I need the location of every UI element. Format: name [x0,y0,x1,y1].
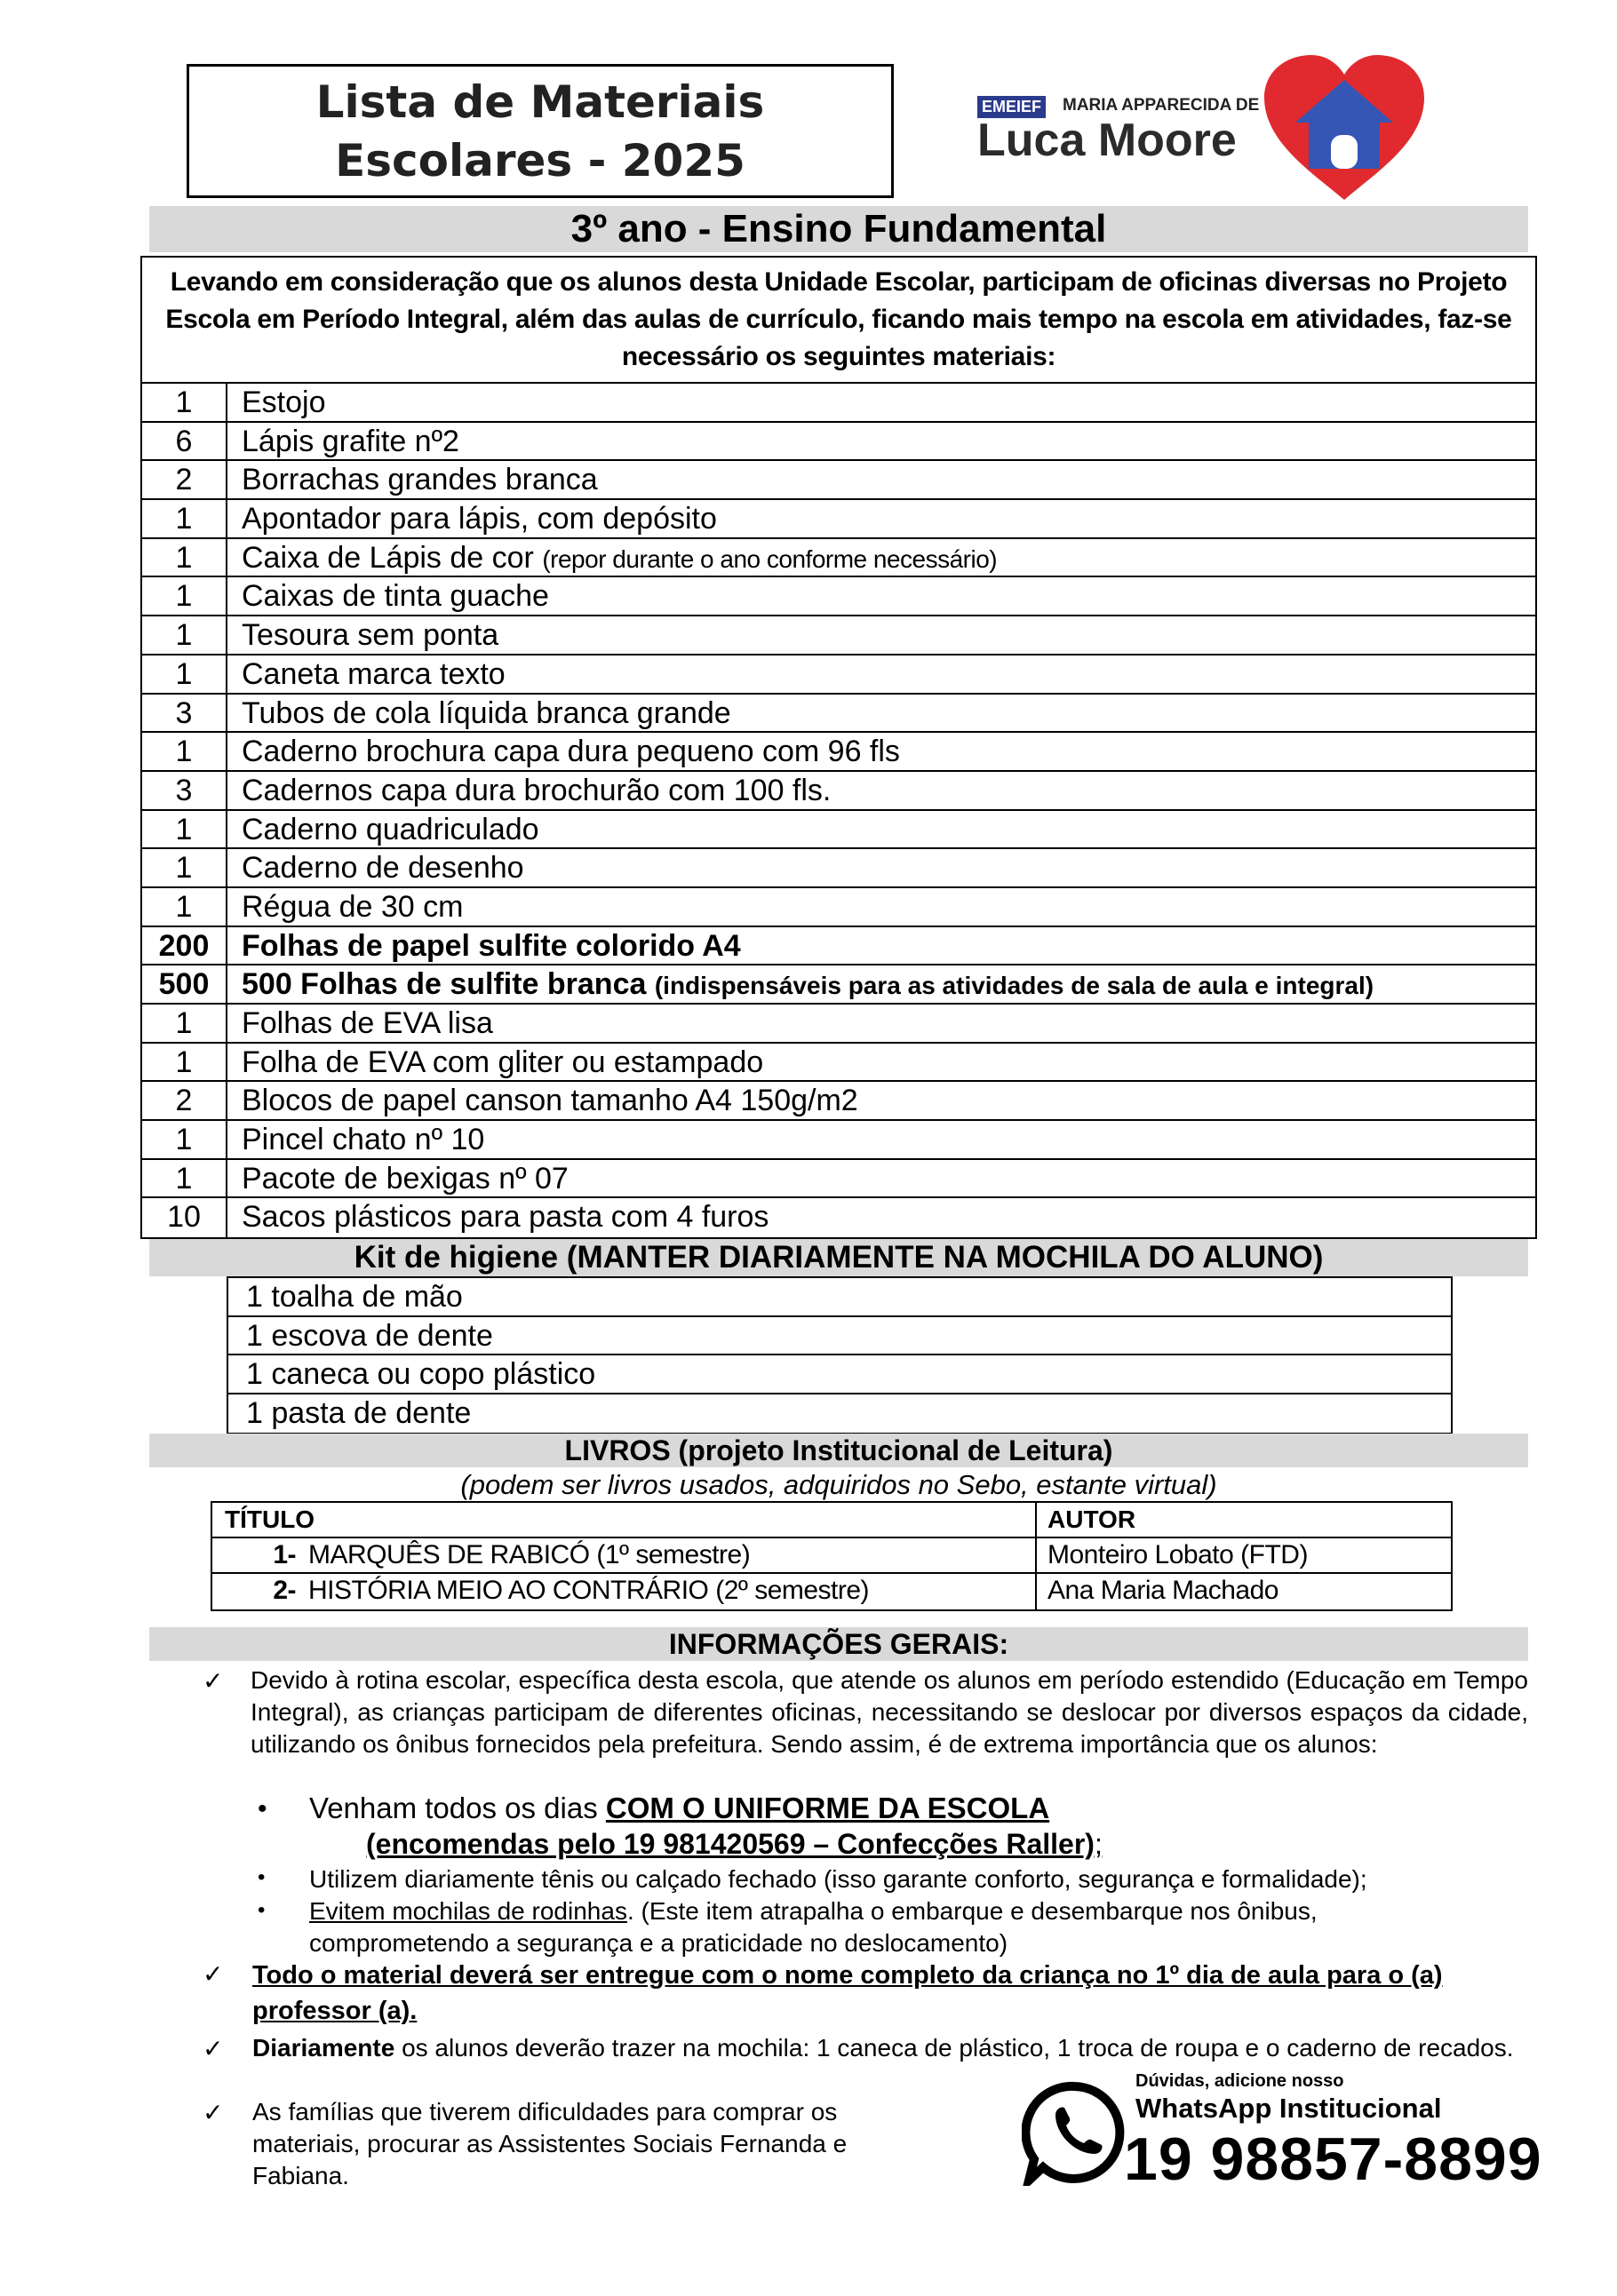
material-row [142,772,1535,811]
books-table [211,1501,1453,1611]
material-name: Borrachas grandes branca [242,463,598,497]
material-row [142,849,1535,888]
backpack-emphasis: Evitem mochilas de rodinhas [309,1897,627,1925]
page-title-line2: Escolares - 2025 [335,134,745,187]
material-name: Folhas de EVA lisa [242,1006,493,1040]
material-name: Caderno de desenho [242,851,524,886]
material-row [142,695,1535,734]
material-qty: 500 [142,965,227,1003]
material-qty: 200 [142,927,227,965]
book-author: Ana Maria Machado [1047,1576,1278,1605]
book-number: 2- [273,1576,296,1605]
uniform-text: Venham todos os dias [309,1792,606,1824]
info-paragraph-2: Todo o material deverá ser entregue com o nome completo da criança no 1º dia de aula para o (a) professor (a). [252,1961,1443,2025]
material-note: (repor durante o ano conforme necessário) [542,544,998,573]
checkmark-icon: ✓ [203,1960,224,1988]
material-qty: 1 [142,733,227,770]
material-row [142,500,1535,539]
material-name: Caixa de Lápis de cor [242,540,534,575]
books-subtitle: (podem ser livros usados, adquiridos no Sebo, estante virtual) [460,1469,1217,1500]
material-note: (indispensáveis para as atividades de sala de aula e integral) [654,972,1374,1000]
material-qty: 1 [142,384,227,421]
material-row [142,1082,1535,1121]
info-paragraph-3 [252,2032,1528,2064]
material-qty: 1 [142,1160,227,1197]
material-qty: 1 [142,811,227,848]
info-bullet-backpack [309,1895,1482,1959]
material-name: Folha de EVA com gliter ou estampado [242,1045,764,1079]
materials-table [140,256,1537,1239]
heart-house-icon [1260,53,1429,204]
uniform-order-end: ; [1094,1828,1103,1860]
material-qty: 10 [142,1198,227,1237]
books-header-row [212,1503,1451,1538]
material-qty: 3 [142,695,227,732]
material-row [142,1160,1535,1199]
material-qty: 1 [142,1121,227,1158]
material-row [142,733,1535,772]
info-heading: INFORMAÇÕES GERAIS: [149,1627,1528,1661]
material-qty: 1 [142,539,227,576]
info-bullet-uniform [309,1791,1049,1826]
daily-text: os alunos deverão trazer na mochila: 1 caneca de plástico, 1 troca de roupa e o caderno de recados. [394,2034,1514,2062]
material-name: Estojo [242,385,326,419]
checkmark-icon: ✓ [203,2035,224,2062]
material-name: Tesoura sem ponta [242,618,499,653]
book-number: 1- [273,1540,296,1569]
material-qty: 1 [142,616,227,654]
material-name: Caneta marca texto [242,656,506,691]
uniform-emphasis: COM O UNIFORME DA ESCOLA [605,1792,1050,1824]
book-row [212,1574,1451,1609]
material-qty: 1 [142,655,227,693]
whatsapp-icon [1022,2081,1127,2186]
hygiene-item: 1 toalha de mão [228,1278,1451,1317]
page-title-line1: Lista de Materiais [315,75,765,128]
material-row [142,811,1535,850]
bullet-icon: • [258,1865,266,1889]
school-logo [977,53,1439,204]
whatsapp-phone[interactable]: 19 98857-8899 [1124,2125,1542,2193]
material-row [142,1044,1535,1083]
material-name: Tubos de cola líquida branca grande [242,695,731,730]
backpack-text: . (Este item atrapalha o embarque e desembarque nos ônibus, comprometendo a segurança e a praticidade no deslocamento) [309,1897,1318,1957]
material-name-with-note [227,965,1374,1003]
material-qty: 1 [142,849,227,886]
material-qty: 1 [142,1005,227,1042]
book-title: HISTÓRIA MEIO AO CONTRÁRIO (2º semestre) [308,1576,870,1605]
material-name: Cadernos capa dura brochurão com 100 fls. [242,773,832,807]
material-name: Régua de 30 cm [242,889,464,924]
grade-heading: 3º ano - Ensino Fundamental [149,206,1528,252]
logo-tag: EMEIEF [977,96,1046,118]
material-row [142,1198,1535,1237]
material-row [142,539,1535,578]
info-bullet-shoes: Utilizem diariamente tênis ou calçado fechado (isso garante conforto, segurança e formalidade); [309,1865,1367,1893]
material-name: 500 Folhas de sulfite branca [242,967,647,1002]
hygiene-item: 1 escova de dente [228,1317,1451,1356]
material-row [142,1121,1535,1160]
material-qty: 1 [142,500,227,537]
books-col-author: AUTOR [1047,1506,1136,1533]
uniform-order-text: (encomendas pelo 19 981420569 – Confecções Raller) [366,1828,1095,1860]
material-name-with-note [227,539,997,576]
logo-name: Luca Moore [977,115,1237,166]
intro-text: Levando em consideração que os alunos desta Unidade Escolar, participam de oficinas diversas no Projeto Escola em Período Integral, além das aulas de currículo, ficando mais tempo na escola em atividades, faz-se necessário os seguintes materiais: [165,267,1512,371]
logo-school: MARIA APPARECIDA DE [1063,96,1260,115]
whatsapp-caption: Dúvidas, adicione nosso [1135,2071,1344,2091]
material-row [142,423,1535,462]
material-qty: 1 [142,1044,227,1081]
material-row [142,1005,1535,1044]
material-name: Pincel chato nº 10 [242,1123,485,1157]
material-name: Caderno brochura capa dura pequeno com 96 fls [242,735,900,769]
checkmark-icon: ✓ [203,2099,224,2126]
daily-emphasis: Diariamente [252,2034,395,2062]
material-name: Caderno quadriculado [242,812,539,846]
book-title-cell [212,1574,1037,1609]
intro-paragraph [142,258,1535,384]
material-row [142,927,1535,966]
material-name: Pacote de bexigas nº 07 [242,1161,569,1196]
books-heading: LIVROS (projeto Institucional de Leitura) [149,1434,1528,1467]
material-name: Lápis grafite nº2 [242,424,459,458]
book-title-cell [212,1538,1037,1572]
material-row [142,616,1535,655]
hygiene-heading: Kit de higiene (MANTER DIARIAMENTE NA MOCHILA DO ALUNO) [149,1239,1528,1276]
material-qty: 6 [142,423,227,460]
book-row [212,1538,1451,1574]
material-name: Blocos de papel canson tamanho A4 150g/m2 [242,1084,858,1118]
bullet-icon: • [258,1794,267,1823]
whatsapp-title: WhatsApp Institucional [1135,2093,1442,2124]
books-col-title: TÍTULO [212,1503,1037,1537]
material-qty: 1 [142,888,227,926]
checkmark-icon: ✓ [203,1667,224,1695]
hygiene-item: 1 caneca ou copo plástico [228,1355,1451,1394]
hygiene-item: 1 pasta de dente [246,1395,472,1430]
material-name: Folhas de papel sulfite colorido A4 [242,928,741,963]
bullet-icon: • [258,1898,266,1922]
info-paragraph-4: As famílias que tiverem dificuldades para comprar os materiais, procurar as Assistentes Sociais Fernanda e Fabiana. [252,2098,848,2189]
material-row [142,888,1535,927]
material-row [142,965,1535,1005]
material-qty: 2 [142,1082,227,1119]
info-uniform-order [366,1826,1103,1862]
material-name: Apontador para lápis, com depósito [242,502,717,536]
material-qty: 3 [142,772,227,809]
hygiene-table [227,1276,1453,1434]
material-row [142,461,1535,500]
material-qty: 2 [142,461,227,498]
material-name: Sacos plásticos para pasta com 4 furos [242,1200,769,1235]
material-qty: 1 [142,577,227,615]
info-paragraph-1: Devido à rotina escolar, específica desta escola, que atende os alunos em período estendido (Educação em Tempo Integral), as crianças participam de diferentes oficinas, necessitando se deslocar por diversos espaços da cidade, utilizando os ônibus fornecidos pela prefeitura. Sendo assim, é de extrema importância que os alunos: [251,1666,1528,1758]
material-row [142,577,1535,616]
book-author: Monteiro Lobato (FTD) [1047,1540,1308,1569]
book-title: MARQUÊS DE RABICÓ (1º semestre) [308,1540,751,1569]
material-row [142,655,1535,695]
material-name: Caixas de tinta guache [242,579,549,614]
page-title-box [187,64,894,198]
material-row [142,384,1535,423]
